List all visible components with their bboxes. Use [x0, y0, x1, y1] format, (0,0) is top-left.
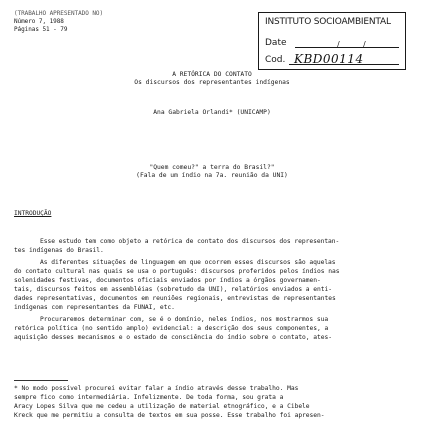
stamp-date-line: [295, 47, 399, 48]
document-author: Ana Gabriela Orlandi* (UNICAMP): [153, 109, 271, 116]
citation-line-1: (TRABALHO APRESENTADO NO): [14, 10, 104, 17]
footnote-line: * No modo possível procurei evitar falar a índio através desse trabalho. Mas: [14, 385, 299, 392]
body-line: retórica política (no sentido amplo) evidencial: a descrição dos seus componentes, a: [14, 325, 329, 332]
section-heading: INTRODUÇÃO: [14, 210, 52, 217]
epigraph-attribution: (Fala de um índio na 7a. reunião da UNI): [136, 172, 288, 179]
footnote-line: Kreck que me permitiu a consulta de textos em sua posse. Esse trabalho foi apresen-: [14, 412, 325, 419]
body-line: do contato cultural nas quais se usa o português: discursos proferidos pelos índios nas: [14, 268, 340, 275]
body-line: Esse estudo tem como objeto a retórica de contato dos discursos dos representan-: [40, 238, 340, 245]
document-title: A RETÓRICA DO CONTATO: [172, 71, 252, 78]
footnote-line: sempre fico como intermediária. Infelizmente. De toda forma, sou grata a: [14, 394, 284, 401]
stamp-date-separator: /: [337, 40, 340, 49]
citation-line-2: Número 7, 1988: [14, 18, 64, 25]
document-subtitle: Os discursos dos representantes indígenas: [134, 79, 290, 86]
footnote-rule: [14, 380, 68, 381]
body-line: Procuraremos determinar com, se é o domínio, neles índios, nos mostrarmos sua: [40, 316, 329, 323]
stamp-organization: INSTITUTO SOCIOAMBIENTAL: [265, 17, 391, 27]
stamp-code-value: KBD00114: [294, 52, 364, 66]
stamp-code-label: Cod.: [265, 55, 286, 65]
body-line: solenidades festivas, documentos oficiais enviados por índios a órgãos governamen-: [14, 277, 321, 284]
stamp-date-separator: /: [363, 40, 366, 49]
body-line: tais, discursos feitos em assembléias (sobretudo da UNI), relatórios enviados a enti-: [14, 286, 332, 293]
body-line: aquisição desses mecanismos e o estado de consciência do índio sobre o contato, ates-: [14, 334, 332, 341]
body-line: dades representativas, documentos em reuniões regionais, entrevistas de representantes: [14, 295, 336, 302]
body-line: As diferentes situações de linguagem em que ocorrem esses discursos são aquelas: [40, 259, 336, 266]
body-line: indígenas com representantes da FUNAI, etc.: [14, 304, 175, 311]
archive-stamp: [258, 12, 406, 70]
epigraph-quote: "Quem comeu?" a terra do Brasil?": [149, 164, 275, 171]
stamp-date-label: Date: [265, 38, 287, 48]
citation-line-3: Páginas 51 - 79: [14, 26, 68, 33]
body-line: tes indígenas do Brasil.: [14, 247, 104, 254]
footnote-line: Aracy Lopes Silva que me cedeu a utilização de material etnográfico, e a Cibele: [14, 403, 310, 410]
